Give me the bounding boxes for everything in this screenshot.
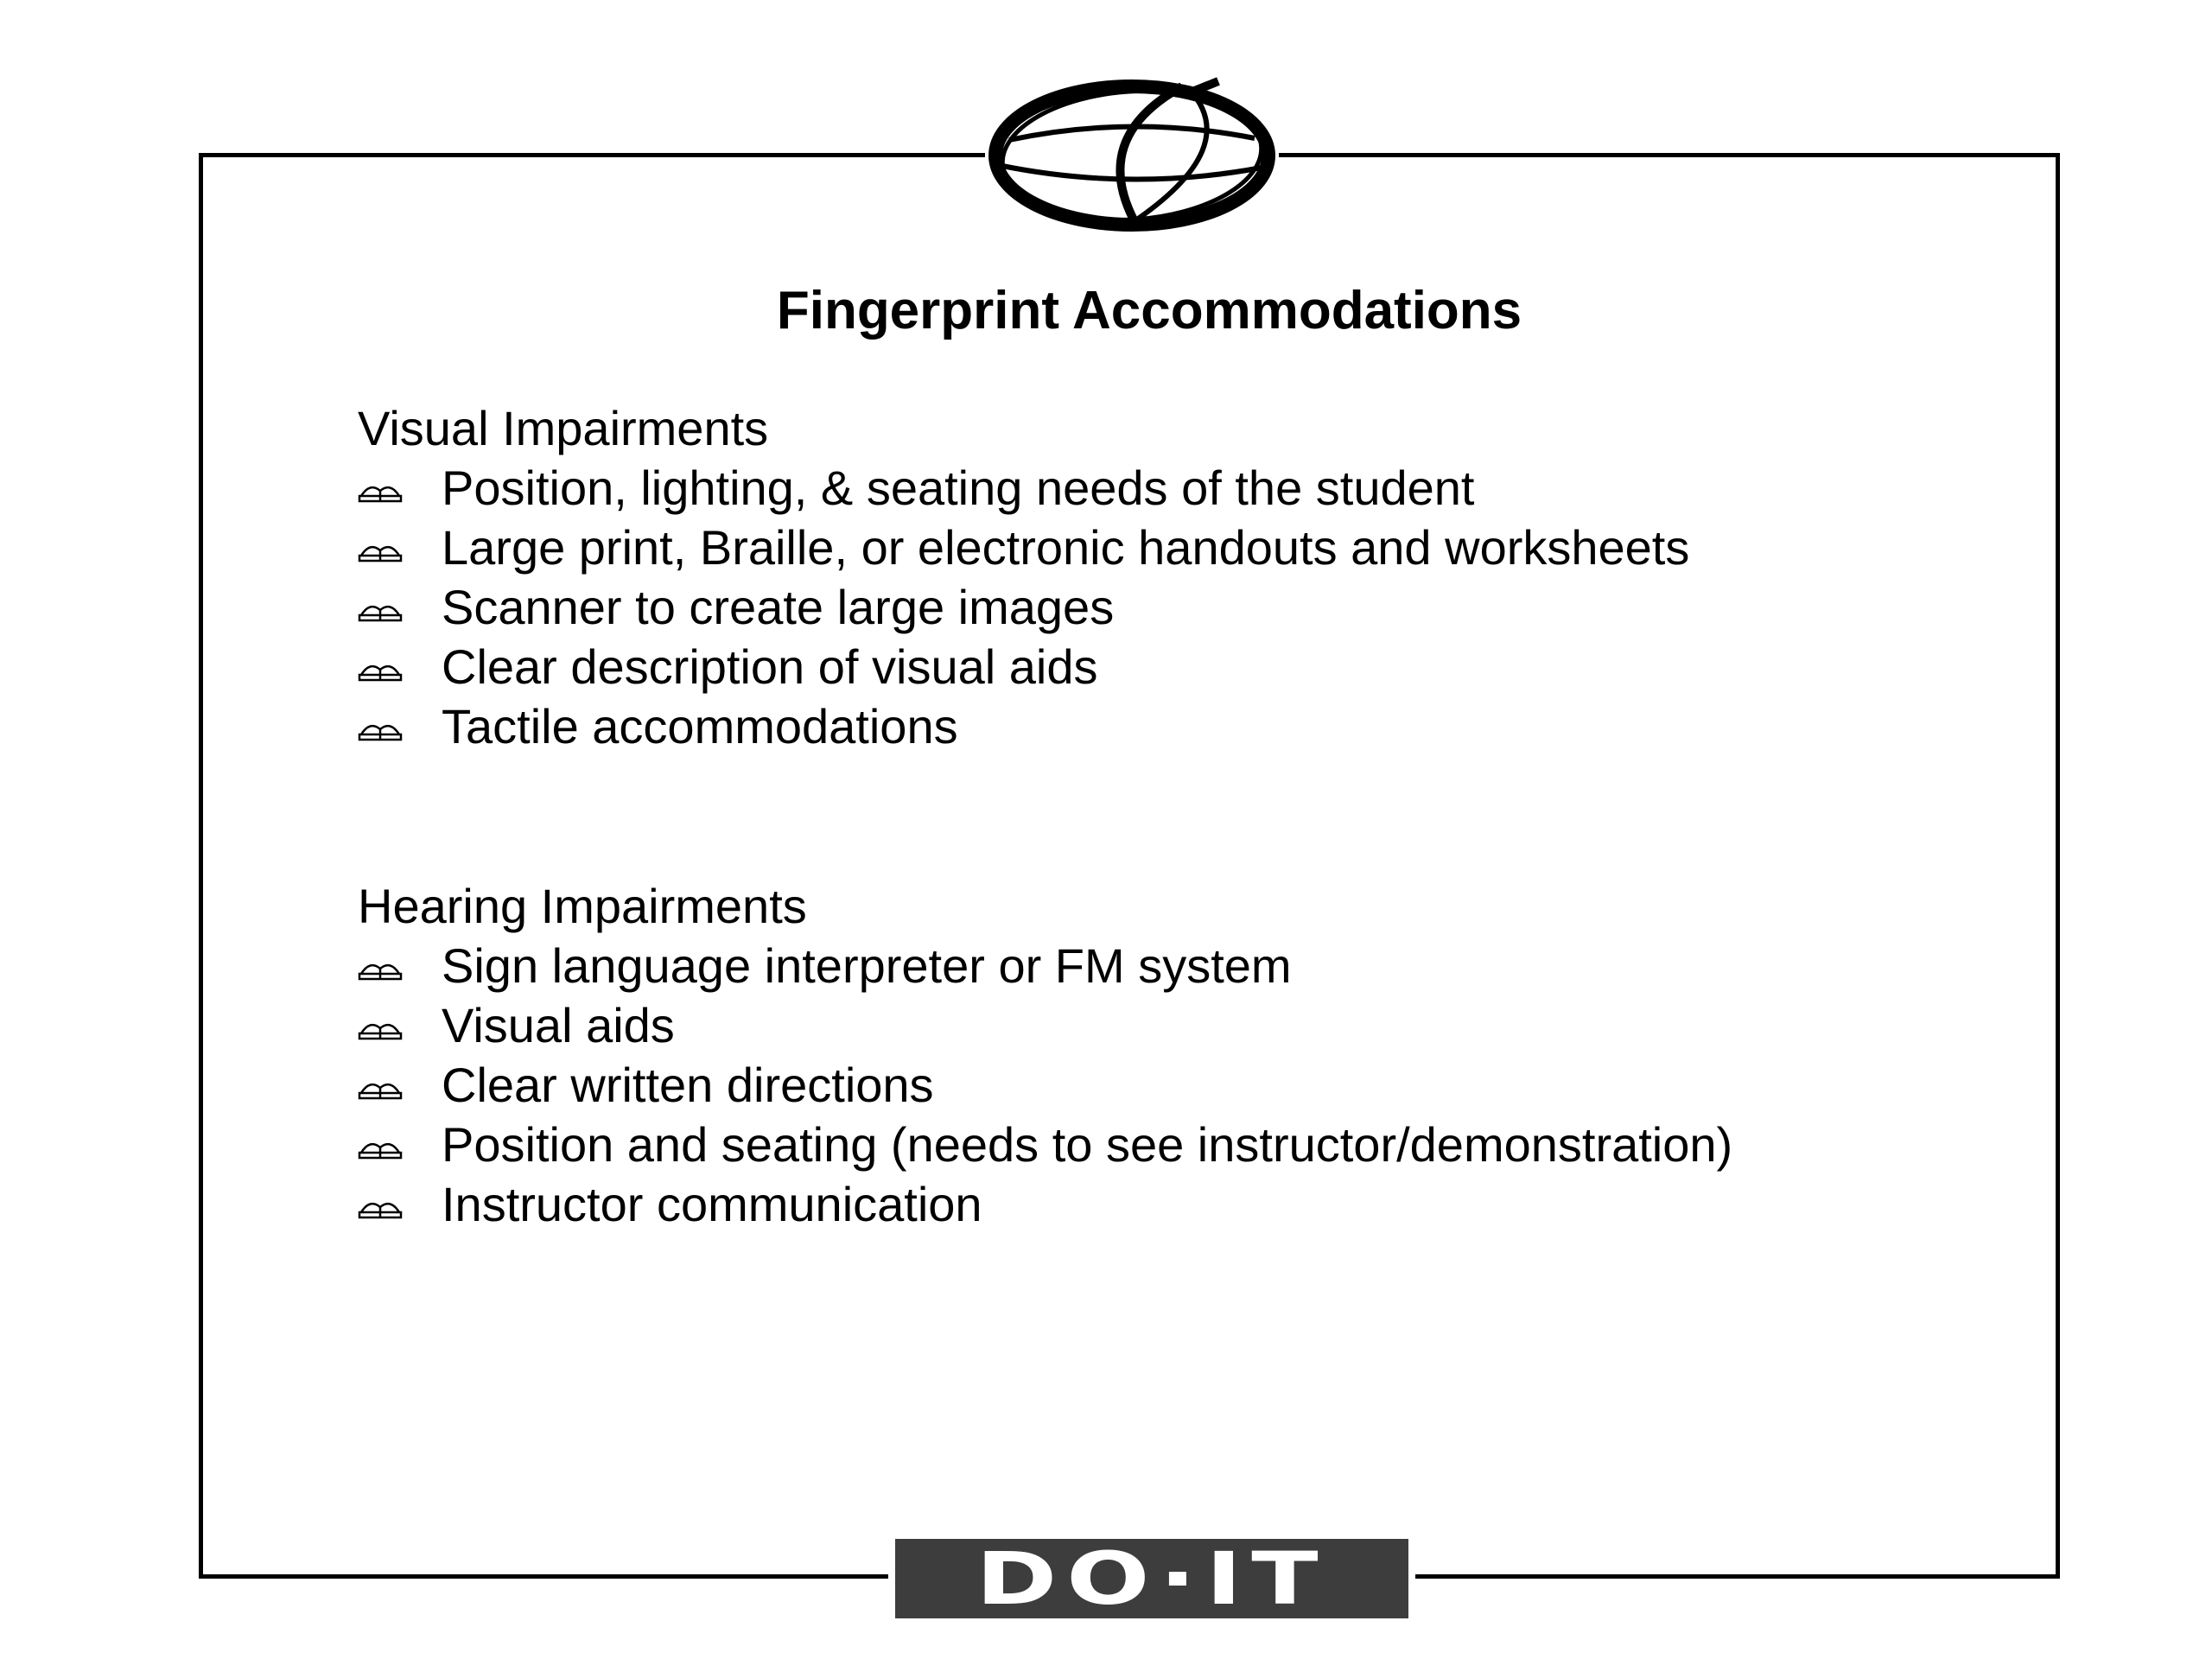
open-book-icon — [358, 1076, 403, 1102]
globe-icon — [985, 69, 1279, 242]
list-item-text: Visual aids — [442, 998, 675, 1052]
list-item — [358, 1174, 1732, 1234]
doit-logo — [888, 1536, 1415, 1624]
section-heading: Hearing Impairments — [358, 879, 807, 933]
list-item-text: Sign language interpreter or FM system — [442, 938, 1292, 993]
list-item — [358, 577, 1689, 637]
open-book-icon — [358, 1195, 403, 1221]
open-book-icon — [358, 717, 403, 743]
open-book-icon — [358, 658, 403, 683]
open-book-icon — [358, 479, 403, 505]
list-item-text: Tactile accommodations — [442, 699, 958, 753]
list-item-text: Clear written directions — [442, 1058, 934, 1112]
page-title: Fingerprint Accommodations — [776, 281, 1522, 340]
list-item — [358, 458, 1689, 518]
doit-logo-box — [895, 1536, 1408, 1621]
open-book-icon — [358, 957, 403, 982]
open-book-icon — [358, 1016, 403, 1042]
list-item-text: Position and seating (needs to see instructor/demonstration) — [442, 1117, 1733, 1172]
section-heading: Visual Impairments — [358, 401, 769, 455]
list-item-text: Scanner to create large images — [442, 580, 1115, 634]
doit-logo-text: DO·IT — [976, 1536, 1328, 1621]
list-item-text: Instructor communication — [442, 1177, 982, 1231]
list-item-text: Position, lighting, & seating needs of the student — [442, 461, 1475, 515]
list-item — [358, 936, 1732, 995]
section-hearing-impairments — [358, 877, 1732, 1234]
list-item-text: Large print, Braille, or electronic handouts and worksheets — [442, 520, 1690, 575]
list-item — [358, 1115, 1732, 1174]
section-visual-impairments — [358, 399, 1689, 756]
list-item-text: Clear description of visual aids — [442, 639, 1098, 694]
list-item — [358, 995, 1732, 1055]
slide-frame — [199, 153, 2060, 1579]
list-item — [358, 637, 1689, 696]
open-book-icon — [358, 1135, 403, 1161]
list-item — [358, 696, 1689, 756]
list-item — [358, 1055, 1732, 1115]
open-book-icon — [358, 598, 403, 624]
open-book-icon — [358, 538, 403, 564]
list-item — [358, 518, 1689, 577]
